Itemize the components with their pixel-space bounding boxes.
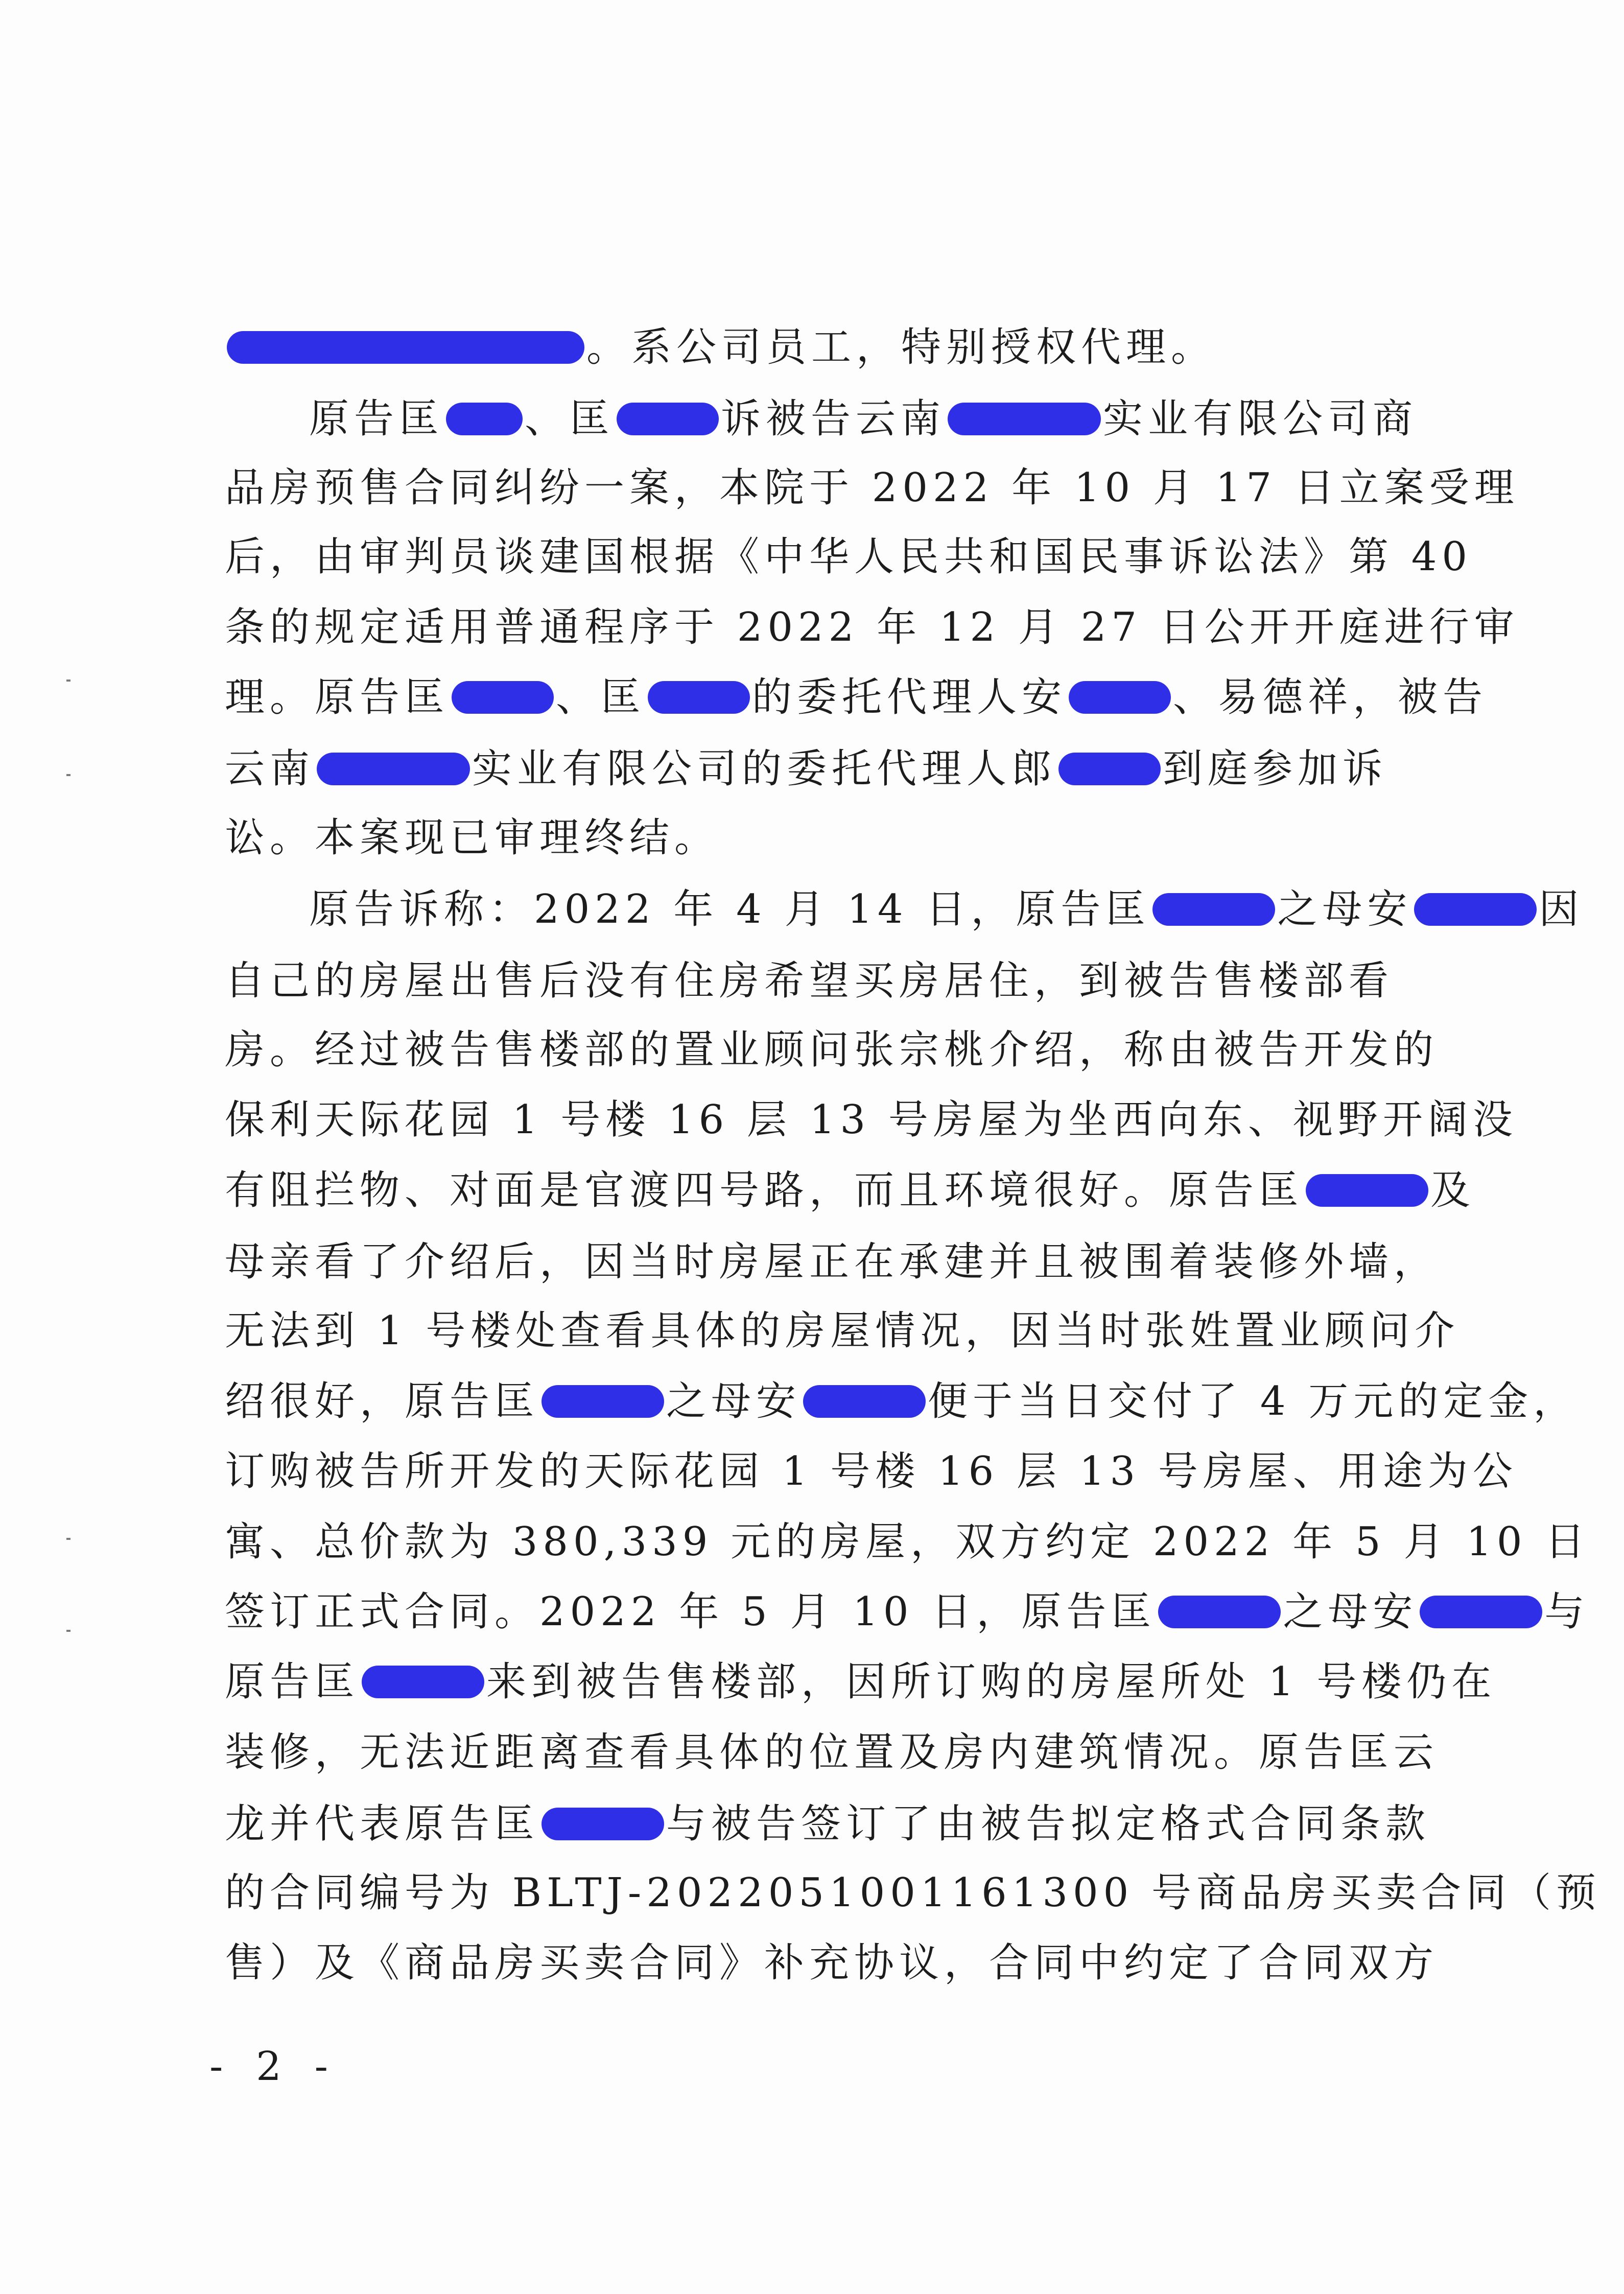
text-segment: 签订正式合同。2022 年 5 月 10 日，原告匡	[225, 1589, 1157, 1635]
redaction-mark	[1420, 1596, 1542, 1628]
text-line	[309, 879, 1584, 940]
text-line	[225, 1231, 1439, 1293]
text-segment: 实业有限公司商	[1103, 396, 1418, 442]
text-segment: 、匡	[556, 674, 646, 720]
redaction-mark	[542, 1808, 664, 1840]
text-line	[225, 1581, 1590, 1643]
text-segment: 、匡	[525, 396, 615, 442]
text-line	[225, 738, 1388, 800]
redaction-mark	[617, 403, 719, 435]
text-segment: 。系公司员工，特别授权代理。	[586, 324, 1216, 370]
redaction-mark	[1069, 681, 1171, 714]
redaction-mark	[1152, 893, 1275, 926]
text-segment: 到庭参加诉	[1163, 746, 1388, 792]
text-segment: 便于当日交付了 4 万元的定金，	[928, 1378, 1579, 1424]
text-segment: 之母安	[1277, 886, 1413, 932]
text-line	[225, 1089, 1518, 1151]
redaction-mark	[948, 403, 1101, 435]
text-segment: 无法到 1 号楼处查看具体的房屋情况，因当时张姓置业顾问介	[225, 1308, 1460, 1354]
text-line	[225, 457, 1519, 519]
text-line	[225, 1300, 1460, 1362]
page-number: - 2 -	[209, 2044, 338, 2090]
text-segment: 讼。本案现已审理终结。	[225, 815, 720, 861]
text-line	[225, 807, 1359, 869]
text-line	[309, 388, 1418, 450]
redaction-mark	[1306, 1174, 1428, 1207]
scan-mark	[66, 774, 70, 776]
text-line	[225, 1862, 1602, 1924]
text-line	[225, 526, 1473, 588]
redaction-mark	[542, 1385, 664, 1418]
text-segment: 与	[1544, 1589, 1590, 1635]
redaction-mark	[446, 403, 523, 435]
text-segment: 、易德祥，被告	[1173, 674, 1488, 720]
text-segment: 售）及《商品房买卖合同》补充协议，合同中约定了合同双方	[225, 1940, 1439, 1986]
redaction-mark	[1158, 1596, 1281, 1628]
text-line	[225, 1651, 1497, 1713]
text-segment: 绍很好，原告匡	[225, 1378, 540, 1424]
redaction-mark	[227, 331, 584, 364]
text-segment: 之母安	[1283, 1589, 1418, 1635]
text-line	[225, 1019, 1439, 1081]
text-segment: 龙并代表原告匡	[225, 1801, 540, 1847]
text-segment: 有阻拦物、对面是官渡四号路，而且环境很好。原告匡	[225, 1167, 1304, 1213]
text-line	[225, 1932, 1439, 1994]
redaction-mark	[317, 753, 470, 785]
text-line	[225, 597, 1519, 658]
text-segment: 寓、总价款为 380,339 元的房屋，双方约定 2022 年 5 月 10 日	[225, 1519, 1590, 1565]
text-segment: 保利天际花园 1 号楼 16 层 13 号房屋为坐西向东、视野开阔没	[225, 1097, 1518, 1143]
text-line	[225, 950, 1394, 1012]
text-segment: 原告诉称：2022 年 4 月 14 日，原告匡	[309, 886, 1151, 932]
text-segment: 诉被告云南	[721, 396, 946, 442]
text-line	[225, 1441, 1518, 1502]
redaction-mark	[452, 681, 554, 714]
text-segment: 实业有限公司的委托代理人郎	[472, 746, 1057, 792]
redaction-mark	[803, 1385, 926, 1418]
text-segment: 与被告签订了由被告拟定格式合同条款	[666, 1801, 1431, 1847]
text-segment: 之母安	[666, 1378, 802, 1424]
text-line	[225, 1511, 1590, 1573]
redaction-mark	[1058, 753, 1161, 785]
text-segment: 云南	[225, 746, 315, 792]
text-segment: 房。经过被告售楼部的置业顾问张宗桃介绍，称由被告开发的	[225, 1027, 1439, 1073]
text-line	[225, 1371, 1579, 1432]
text-segment: 的合同编号为 BLTJ-2022051001161300 号商品房买卖合同（预	[225, 1870, 1602, 1916]
text-segment: 的委托代理人安	[752, 674, 1067, 720]
text-line	[225, 1160, 1476, 1221]
text-segment: 品房预售合同纠纷一案，本院于 2022 年 10 月 17 日立案受理	[225, 465, 1519, 511]
text-segment: 装修，无法近距离查看具体的位置及房内建筑情况。原告匡云	[225, 1729, 1439, 1775]
text-segment: 母亲看了介绍后，因当时房屋正在承建并且被围着装修外墙，	[225, 1239, 1439, 1285]
text-line	[225, 1722, 1439, 1783]
redaction-mark	[648, 681, 750, 714]
text-segment: 条的规定适用普通程序于 2022 年 12 月 27 日公开开庭进行审	[225, 604, 1519, 650]
text-line	[225, 317, 1359, 378]
text-segment: 来到被告售楼部，因所订购的房屋所处 1 号楼仍在	[486, 1659, 1497, 1705]
scan-mark	[66, 1538, 70, 1540]
redaction-mark	[1414, 893, 1537, 926]
text-segment: 原告匡	[225, 1659, 360, 1705]
text-line	[225, 667, 1488, 728]
scan-mark	[66, 680, 70, 682]
scan-mark	[66, 1630, 70, 1632]
redaction-mark	[362, 1666, 484, 1698]
text-segment: 后，由审判员谈建国根据《中华人民共和国民事诉讼法》第 40	[225, 534, 1473, 580]
text-line	[225, 1793, 1431, 1855]
text-segment: 订购被告所开发的天际花园 1 号楼 16 层 13 号房屋、用途为公	[225, 1448, 1518, 1494]
text-segment: 因	[1539, 886, 1584, 932]
text-segment: 原告匡	[309, 396, 444, 442]
text-segment: 及	[1430, 1167, 1476, 1213]
text-segment: 理。原告匡	[225, 674, 450, 720]
text-segment: 自己的房屋出售后没有住房希望买房居住，到被告售楼部看	[225, 958, 1394, 1004]
